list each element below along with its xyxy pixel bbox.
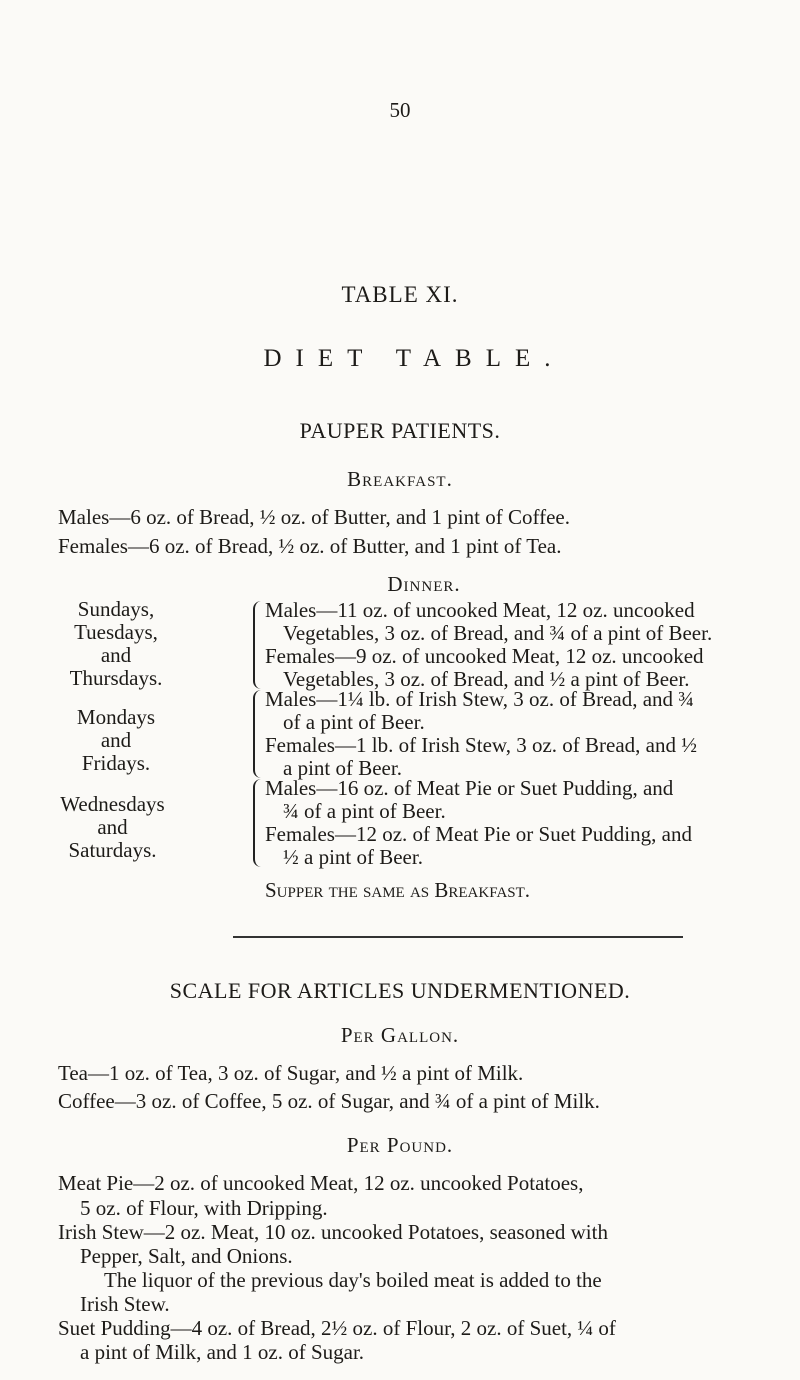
dinner-line: a pint of Beer. (283, 756, 402, 780)
per-gallon-heading: Per Gallon. (340, 1023, 460, 1047)
per-pound-line: a pint of Milk, and 1 oz. of Sugar. (80, 1340, 365, 1364)
day-label: Sundays, (77, 597, 155, 621)
per-gallon-line: Tea—1 oz. of Tea, 3 oz. of Sugar, and ½ a pint of Milk. (58, 1061, 524, 1085)
dinner-line: Males—16 oz. of Meat Pie or Suet Pudding, and (265, 776, 674, 800)
dinner-line: ½ a pint of Beer. (283, 845, 423, 869)
section-title: PAUPER PATIENTS. (299, 418, 501, 443)
day-label: and (97, 815, 128, 839)
dinner-line: Females—9 oz. of uncooked Meat, 12 oz. uncooked (265, 644, 704, 668)
page-number: 50 (389, 98, 411, 122)
day-label: and (100, 643, 132, 667)
supper-line: Supper the same as Breakfast. (265, 878, 531, 902)
per-pound-line: Pepper, Salt, and Onions. (80, 1244, 293, 1268)
day-label: Thursdays. (69, 666, 163, 690)
table-title: TABLE XI. (341, 282, 459, 307)
per-gallon-line: Coffee—3 oz. of Coffee, 5 oz. of Sugar, and ¾ of a pint of Milk. (58, 1089, 600, 1113)
breakfast-females-line: Females—6 oz. of Bread, ½ oz. of Butter, and 1 pint of Tea. (58, 534, 562, 558)
dinner-line: Vegetables, 3 oz. of Bread, and ½ a pint of Beer. (283, 667, 690, 691)
dinner-line: Vegetables, 3 oz. of Bread, and ¾ of a pint of Beer. (283, 621, 713, 645)
per-pound-line: Irish Stew—2 oz. Meat, 10 oz. uncooked Potatoes, seasoned with (58, 1220, 608, 1244)
dinner-line: Females—1 lb. of Irish Stew, 3 oz. of Bread, and ½ (265, 733, 697, 757)
dinner-days-mon-fri (56, 706, 176, 775)
dinner-line: Males—11 oz. of uncooked Meat, 12 oz. uncooked (265, 598, 695, 622)
per-pound-line: 5 oz. of Flour, with Dripping. (80, 1196, 328, 1220)
dinner-line: Males—1¼ lb. of Irish Stew, 3 oz. of Bread, and ¾ (265, 687, 695, 711)
dinner-line: ¾ of a pint of Beer. (283, 799, 446, 823)
breakfast-males-line: Males—6 oz. of Bread, ½ oz. of Butter, and 1 pint of Coffee. (58, 505, 570, 529)
per-pound-line: The liquor of the previous day's boiled meat is added to the (104, 1268, 602, 1292)
per-pound-line: Suet Pudding—4 oz. of Bread, 2½ oz. of Flour, 2 oz. of Suet, ¼ of (58, 1316, 616, 1340)
day-label: Saturdays. (68, 838, 157, 862)
divider-rule (233, 936, 683, 938)
dinner-heading: Dinner. (387, 572, 461, 596)
dinner-line: Females—12 oz. of Meat Pie or Suet Pudding, and (265, 822, 692, 846)
diet-table-heading: DIET TABLE. (263, 345, 565, 372)
breakfast-heading: Breakfast. (347, 467, 453, 491)
per-pound-heading: Per Pound. (346, 1133, 454, 1157)
scale-title: SCALE FOR ARTICLES UNDERMENTIONED. (169, 978, 631, 1003)
dinner-line: of a pint of Beer. (283, 710, 425, 734)
day-label: Tuesdays, (74, 620, 158, 644)
dinner-days-sun-tue-thu (56, 598, 176, 690)
day-label: Mondays (76, 705, 156, 729)
dinner-days-wed-sat (40, 793, 185, 862)
day-label: and (100, 728, 132, 752)
day-label: Wednesdays (60, 792, 165, 816)
day-label: Fridays. (81, 751, 151, 775)
per-pound-line: Irish Stew. (80, 1292, 170, 1316)
per-pound-line: Meat Pie—2 oz. of uncooked Meat, 12 oz. uncooked Potatoes, (58, 1171, 584, 1195)
